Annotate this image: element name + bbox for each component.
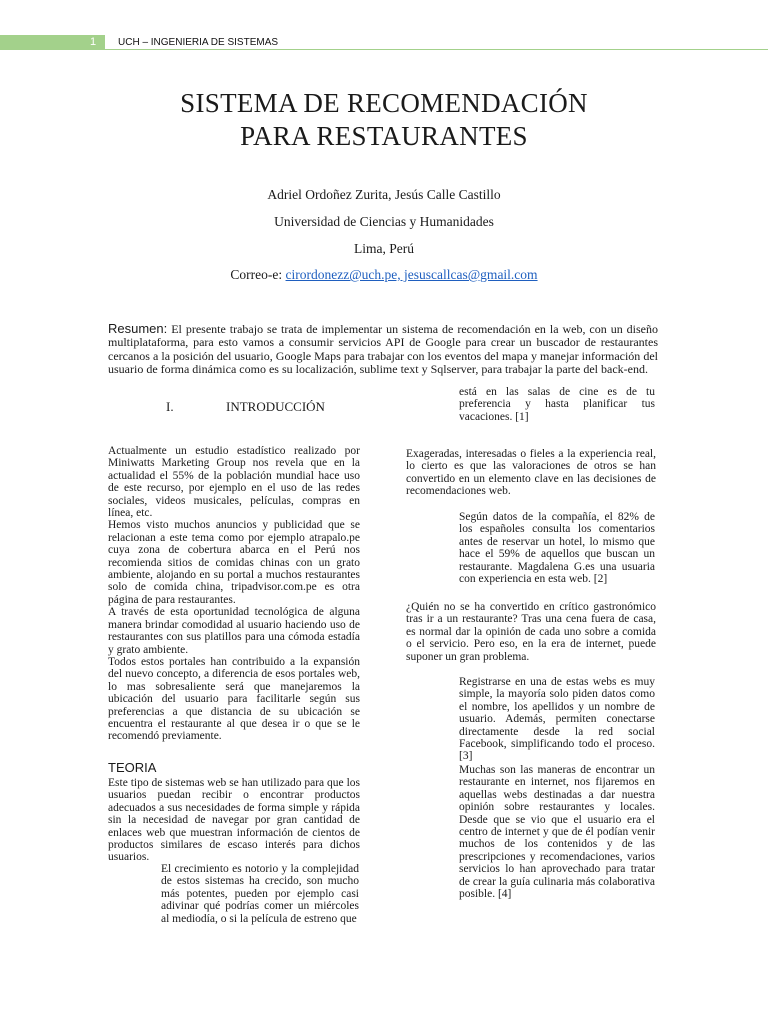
- title-line-1: SISTEMA DE RECOMENDACIÓN: [180, 88, 588, 118]
- abstract-text: El presente trabajo se trata de implementar un sistema de recomendación en la web, con un diseño multiplataforma, para esto vamos a consumir servicios API de Google para crear un buscador de restaurantes cercanos a la posición del usuario, Google Maps para trabajar con los eventos del mapa y manejar información del usuario de forma dinámica como es su localización, sublime text y Sqlserver, para trabajar la parte del back-end.: [108, 322, 658, 377]
- email-link[interactable]: cirordonezz@uch.pe, jesuscallcas@gmail.com: [285, 267, 538, 282]
- right-paragraph-2: ¿Quién no se ha convertido en crítico gastronómico tras ir a un restaurante? Tras una cena fuera de casa, es normal dar la opinión de cada uno sobre a comida o el servicio. Pero eso, en la era de internet, puede suponer un gran problema.: [406, 601, 656, 663]
- teoria-paragraph: Este tipo de sistemas web se han utilizado para que los usuarios puedan recibir o encontrar productos adecuados a sus necesidades de forma simple y rápida sin la necesidad de navegar por gran cantidad de enlaces web que muestran información de cientos de productos similares de escaso interés para dichos usuarios.: [108, 777, 360, 864]
- intro-paragraph: Actualmente un estudio estadístico realizado por Miniwatts Marketing Group nos revela que en la actualidad el 55% de la población mundial hace uso de este recurso, por ejemplo en el uso de las redes sociales, videos musicales, películas, compras en línea, etc.: [108, 445, 360, 520]
- paper-title: [0, 87, 768, 153]
- right-quote-4: Muchas son las maneras de encontrar un restaurante en internet, nos fijaremos en aquellas webs destinadas a dar nuestra opinión sobre restaurantes y locales. Desde que se vio que el usuario era el centro de internet y que de él podían venir muchos de los contenidos y de las prescripciones y recomendaciones, varios servicios lo han aprovechado para tratar de crear la guía culinaria más colaborativa posible. [4]: [459, 764, 655, 901]
- authors: Adriel Ordoñez Zurita, Jesús Calle Castillo: [267, 187, 501, 202]
- email-line: [0, 266, 768, 283]
- title-line-2: PARA RESTAURANTES: [240, 121, 528, 151]
- section-number: I.: [166, 399, 174, 414]
- running-title: UCH – INGENIERIA DE SISTEMAS: [118, 37, 279, 48]
- abstract: [108, 322, 658, 377]
- abstract-label: Resumen:: [108, 321, 168, 336]
- location: Lima, Perú: [354, 241, 414, 256]
- right-quote-2: Según datos de la compañía, el 82% de los españoles consulta los comentarios antes de reservar un hotel, lo mismo que hace el 59% de aquellos que buscan un restaurante. Magdalena G.es una usuaria con experiencia en esta web. [2]: [459, 511, 655, 586]
- header-rule: [105, 49, 768, 50]
- email-label: Correo-e:: [230, 267, 286, 282]
- right-quote-1: está en las salas de cine es de tu preferencia y hasta planificar tus vacaciones. [1]: [459, 386, 655, 423]
- affiliation: Universidad de Ciencias y Humanidades: [274, 214, 494, 229]
- right-quote-3: Registrarse en una de estas webs es muy simple, la mayoría solo piden datos como el nombre, los apellidos y un nombre de usuario. Además, permiten conectarse directamente desde la red social Facebook, simplificando todo el proceso. [3]: [459, 676, 655, 763]
- intro-paragraph: Hemos visto muchos anuncios y publicidad que se relacionan a este tema como por ejemplo atrapalo.pe cuya zona de cobertura abarca en el Perú nos recomienda sitios de comidas chinas con un grato ambiente, alojando en su portal a muchos restaurantes solo de comida china, tripadvisor.com.pe es otra página de para restaurantes.: [108, 519, 360, 606]
- intro-paragraph: A través de esta oportunidad tecnológica de alguna manera brindar comodidad al usuario haciendo uso de restaurantes con sus platillos para una cómoda estadía y grato ambiente.: [108, 606, 360, 656]
- page-number: 1: [90, 36, 97, 48]
- section-heading: INTRODUCCIÓN: [226, 399, 325, 414]
- right-paragraph-1: Exageradas, interesadas o fieles a la experiencia real, lo cierto es que las valoraciones de otros se han convertido en un elemento clave en las decisiones de recomendaciones web.: [406, 448, 656, 498]
- teoria-heading: TEORIA: [108, 760, 157, 775]
- intro-paragraph: Todos estos portales han contribuido a la expansión del nuevo concepto, a diferencia de esos portales web, lo mas sobresaliente será que manejaremos la ubicación del usuario para facilitarle según sus preferencias a que distancia de su ubicación se encuentra el restaurante al que desea ir o que se le recomendó previamente.: [108, 655, 360, 743]
- left-column-intro: [108, 445, 360, 743]
- left-quote: El crecimiento es notorio y la complejidad de estos sistemas ha crecido, son mucho más potentes, pueden por ejemplo casi adivinar qué podrías comer un miércoles al mediodía, o si la película de estreno que: [161, 863, 359, 925]
